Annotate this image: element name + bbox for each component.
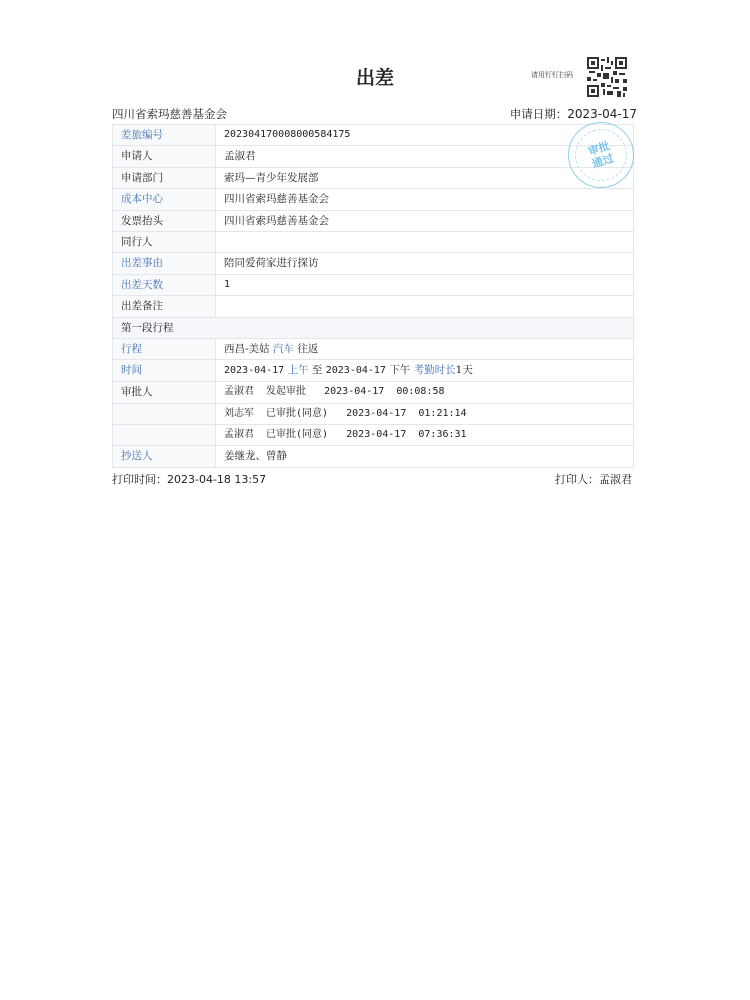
applicant-value: 孟淑君 [216,146,634,167]
segment-header-row [113,317,634,338]
table-row [113,125,634,146]
field-label-empty [113,403,216,424]
days-value: 1 [216,274,634,295]
transport: 汽车 [272,342,294,355]
duration-label: 考勤时长 [413,364,456,377]
printer-label: 打印人： [555,473,599,486]
table-row [113,403,634,424]
table-row [113,382,634,403]
cc-value: 姜继龙、曾静 [216,446,634,467]
field-label: 申请部门 [113,167,216,188]
field-label: 审批人 [113,382,216,403]
remarks-value [216,296,634,317]
field-label: 出差天数 [113,274,216,295]
apply-date [510,106,637,122]
table-row [113,338,634,359]
field-label: 时间 [113,360,216,382]
cost-center-value: 四川省索玛慈善基金会 [216,189,634,210]
duration: 1天 [455,364,473,377]
approver-entry: 刘志军 已审批(同意) 2023-04-17 01:21:14 [216,403,634,424]
approver-entry: 孟淑君 已审批(同意) 2023-04-17 07:36:31 [216,425,634,446]
qr-code-icon [587,57,627,97]
qr-hint: 请用钉钉扫码 [531,71,573,79]
printer-value: 孟淑君 [599,473,632,486]
table-row [113,210,634,231]
approver-entry: 孟淑君 发起审批 2023-04-17 00:08:58 [216,382,634,403]
stamp-line-2: 通过 [590,151,616,171]
field-label-empty [113,425,216,446]
table-row [113,146,634,167]
department-value: 索玛—青少年发展部 [216,167,634,188]
field-label: 抄送人 [113,446,216,467]
end-date: 2023-04-17 [325,365,386,377]
start-date: 2023-04-17 [224,365,285,377]
organization-name: 四川省索玛慈善基金会 [112,107,227,121]
field-label: 行程 [113,338,216,359]
trip-type: 往返 [297,342,319,355]
to-word: 至 [311,364,323,377]
table-row [113,167,634,188]
apply-date-label: 申请日期： [509,107,568,121]
apply-date-value: 2023-04-17 [567,107,637,121]
trip-detail-table [112,124,634,468]
end-period: 下午 [389,364,411,377]
segment-title: 第一段行程 [113,317,634,338]
page-title: 出差 [355,67,394,89]
table-row [113,274,634,295]
reason-value: 陪同爱荷家进行探访 [216,253,634,274]
field-label: 发票抬头 [113,210,216,231]
field-label: 出差事由 [113,253,216,274]
start-period: 上午 [287,364,309,377]
print-time-label: 打印时间： [112,473,167,486]
table-row [113,425,634,446]
table-row [113,446,634,467]
invoice-title-value: 四川省索玛慈善基金会 [216,210,634,231]
stamp-text [568,122,634,188]
table-row [113,189,634,210]
trip-no-value: 202304170008000584175 [216,125,634,146]
table-row [113,360,634,382]
field-label: 同行人 [113,231,216,252]
companions-value [216,231,634,252]
route: 西昌-美姑 [224,342,270,355]
itinerary-value [216,338,634,359]
print-time-value: 2023-04-18 13:57 [167,473,267,486]
field-label: 成本中心 [113,189,216,210]
print-time [112,471,266,487]
stamp-line-1: 审批 [586,139,612,159]
field-label: 申请人 [113,146,216,167]
field-label: 出差备注 [113,296,216,317]
time-value [216,360,634,382]
table-row [113,296,634,317]
printer [555,471,632,487]
table-row [113,253,634,274]
table-row [113,231,634,252]
field-label: 差旅编号 [113,125,216,146]
approved-stamp [568,122,634,188]
